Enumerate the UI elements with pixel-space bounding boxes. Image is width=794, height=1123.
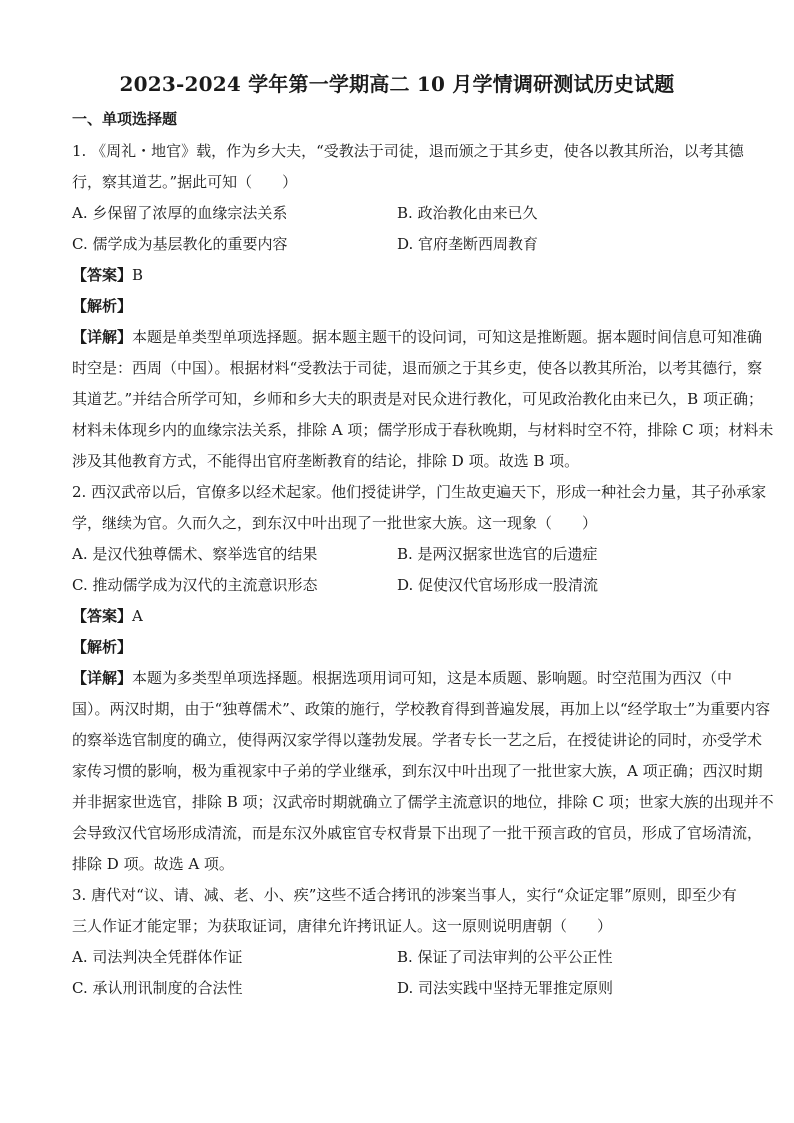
analysis-line xyxy=(72,632,722,663)
analysis-tag: 【解析】 xyxy=(72,297,133,315)
options-grid xyxy=(72,198,722,260)
answer-tag: 【答案】 xyxy=(72,266,133,284)
question-3 xyxy=(72,880,737,1004)
detail-line: 并非据家世选官，排除 B 项；汉武帝时期就确立了儒学主流意识的地位，排除 C 项；世家大族的出现并不 xyxy=(72,793,774,811)
option-b: B. 保证了司法审判的公平公正性 xyxy=(397,948,613,966)
detail-line xyxy=(72,322,763,353)
option-d: D. 促使汉代官场形成一股清流 xyxy=(397,576,599,594)
detail-tag: 【详解】 xyxy=(72,669,133,687)
answer-tag: 【答案】 xyxy=(72,607,133,625)
answer-value: B xyxy=(132,266,144,284)
answer-line xyxy=(72,260,722,291)
options-grid xyxy=(72,942,722,1004)
detail-line: 其道艺。”并结合所学可知，乡师和乡大夫的职责是对民众进行教化，可见政治教化由来已久，B 项正确； xyxy=(72,390,763,408)
option-a: A. 司法判决全凭群体作证 xyxy=(72,948,243,966)
question-stem-line: 行，察其道艺。”据此可知（ ） xyxy=(72,173,298,191)
detail-line: 国）。两汉时期，由于“独尊儒术”、政策的施行，学校教育得到普遍发展，再加上以“经学取士”为重要内容 xyxy=(72,700,771,718)
option-d: D. 司法实践中坚持无罪推定原则 xyxy=(397,979,614,997)
option-b: B. 是两汉据家世选官的后遗症 xyxy=(397,545,598,563)
analysis-line xyxy=(72,291,722,322)
question-stem-line: 3. 唐代对“议、请、减、老、小、疾”这些不适合拷讯的涉案当事人，实行“众证定罪”原则，即至少有 xyxy=(72,886,737,904)
detail-line: 排除 D 项。故选 A 项。 xyxy=(72,855,234,873)
detail-line: 会导致汉代官场形成清流，而是东汉外戚宦官专权背景下出现了一批干预言政的官员，形成了官场清流， xyxy=(72,824,763,842)
detail-line: 涉及其他教育方式，不能得出官府垄断教育的结论，排除 D 项。故选 B 项。 xyxy=(72,452,580,470)
detail-line: 的察举选官制度的确立，使得两汉家学得以蓬勃发展。学者专长一艺之后，在授徒讲论的同时，亦受学术 xyxy=(72,731,763,749)
option-c: C. 儒学成为基层教化的重要内容 xyxy=(72,235,288,253)
page-title: 2023-2024 学年第一学期高二 10 月学情调研测试历史试题 xyxy=(119,72,675,96)
detail-line: 时空是：西周（中国）。根据材料“受教法于司徒，退而颁之于其乡吏，使各以教其所治，以考其德行，察 xyxy=(72,359,763,377)
detail-line xyxy=(72,663,733,694)
option-c: C. 承认刑讯制度的合法性 xyxy=(72,979,243,997)
analysis-tag: 【解析】 xyxy=(72,638,133,656)
section-title: 一、单项选择题 xyxy=(72,110,178,128)
question-1 xyxy=(72,136,774,477)
detail-text: 本题是单类型单项选择题。据本题主题干的设问词，可知这是推断题。据本题时间信息可知准确 xyxy=(132,328,763,346)
detail-line: 材料未体现乡内的血缘宗法关系，排除 A 项；儒学形成于春秋晚期，与材料时空不符，排除 C 项；材料未 xyxy=(72,421,774,439)
options-grid xyxy=(72,539,722,601)
question-stem-line: 1. 《周礼・地官》载，作为乡大夫，“受教法于司徒，退而颁之于其乡吏，使各以教其所治，以考其德 xyxy=(72,142,744,160)
option-a: A. 是汉代独尊儒术、察举选官的结果 xyxy=(72,545,318,563)
question-stem-line: 2. 西汉武帝以后，官僚多以经术起家。他们授徒讲学，门生故吏遍天下，形成一种社会力量，其子孙承家 xyxy=(72,483,767,501)
option-b: B. 政治教化由来已久 xyxy=(397,204,538,222)
question-stem-line: 三人作证才能定罪；为获取证词，唐律允许拷讯证人。这一原则说明唐朝（ ） xyxy=(72,917,613,935)
answer-value: A xyxy=(132,607,143,625)
detail-tag: 【详解】 xyxy=(72,328,133,346)
answer-line xyxy=(72,601,722,632)
option-d: D. 官府垄断西周教育 xyxy=(397,235,539,253)
question-stem-line: 学，继续为官。久而久之，到东汉中叶出现了一批世家大族。这一现象（ ） xyxy=(72,514,598,532)
detail-line: 家传习惯的影响，极为重视家中子弟的学业继承，到东汉中叶出现了一批世家大族，A 项正确；西汉时期 xyxy=(72,762,763,780)
detail-text: 本题为多类型单项选择题。根据选项用词可知，这是本质题、影响题。时空范围为西汉（中 xyxy=(132,669,733,687)
option-a: A. 乡保留了浓厚的血缘宗法关系 xyxy=(72,204,288,222)
option-c: C. 推动儒学成为汉代的主流意识形态 xyxy=(72,576,318,594)
question-2 xyxy=(72,477,774,880)
